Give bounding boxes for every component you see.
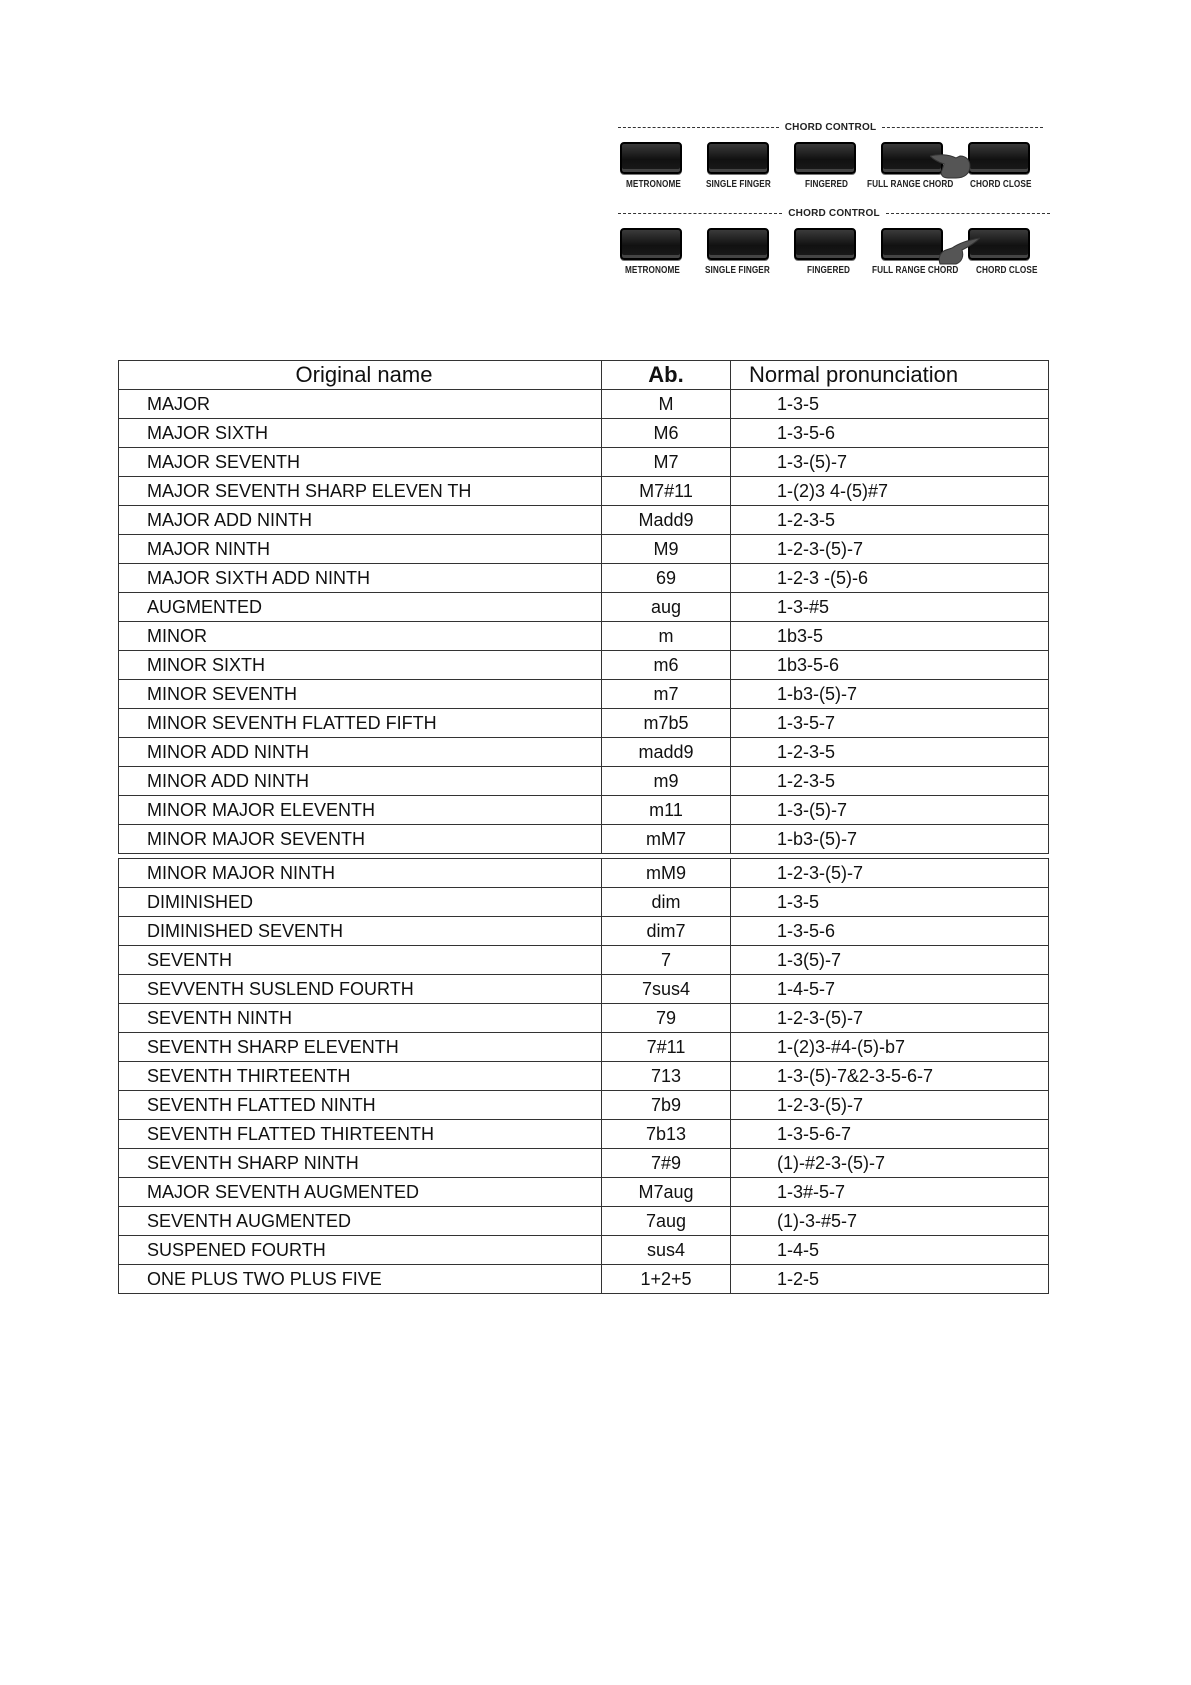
abbreviation-cell: M6 <box>601 418 731 448</box>
button-label: SINGLE FINGER <box>706 179 771 190</box>
pronunciation-cell: 1-2-3-(5)-7 <box>730 858 1049 888</box>
panel-header <box>618 206 1050 220</box>
table-row <box>118 1090 1048 1119</box>
table-row <box>118 418 1048 447</box>
button-label: FINGERED <box>805 179 849 190</box>
metronome-button[interactable] <box>620 142 682 174</box>
table-row <box>118 1177 1048 1206</box>
chord-name-cell: MAJOR <box>118 389 602 419</box>
abbreviation-cell: m6 <box>601 650 731 680</box>
divider <box>886 213 1050 214</box>
table-row <box>118 945 1048 974</box>
table-row <box>118 563 1048 592</box>
table-row <box>118 708 1048 737</box>
chord-name-cell: SEVENTH THIRTEENTH <box>118 1061 602 1091</box>
table-row <box>118 824 1048 853</box>
abbreviation-cell: M7 <box>601 447 731 477</box>
column-header-normal-pronunciation: Normal pronunciation <box>730 360 1049 390</box>
pronunciation-cell: 1-3-5 <box>730 389 1049 419</box>
chord-name-cell: MAJOR SEVENTH AUGMENTED <box>118 1177 602 1207</box>
chord-name-cell: MAJOR ADD NINTH <box>118 505 602 535</box>
pronunciation-cell: (1)-3-#5-7 <box>730 1206 1049 1236</box>
chord-name-cell: SEVVENTH SUSLEND FOURTH <box>118 974 602 1004</box>
pronunciation-cell: 1b3-5 <box>730 621 1049 651</box>
chord-name-cell: MAJOR SEVENTH <box>118 447 602 477</box>
table-row <box>118 795 1048 824</box>
chord-name-cell: SEVENTH AUGMENTED <box>118 1206 602 1236</box>
pointing-hand-icon <box>936 236 980 266</box>
abbreviation-cell: 7b9 <box>601 1090 731 1120</box>
chord-name-cell: DIMINISHED SEVENTH <box>118 916 602 946</box>
chord-name-cell: SEVENTH FLATTED NINTH <box>118 1090 602 1120</box>
abbreviation-cell: Madd9 <box>601 505 731 535</box>
button-label: FULL RANGE CHORD <box>867 179 954 190</box>
abbreviation-cell: sus4 <box>601 1235 731 1265</box>
metronome-button[interactable] <box>620 228 682 260</box>
pronunciation-cell: 1-2-3-(5)-7 <box>730 1090 1049 1120</box>
chord-control-panel <box>618 120 1043 200</box>
abbreviation-cell: 7b13 <box>601 1119 731 1149</box>
abbreviation-cell: mM7 <box>601 824 731 854</box>
chord-name-cell: MAJOR SEVENTH SHARP ELEVEN TH <box>118 476 602 506</box>
pronunciation-cell: 1-2-3-(5)-7 <box>730 1003 1049 1033</box>
single-finger-button[interactable] <box>707 142 769 174</box>
table-row <box>118 737 1048 766</box>
chord-name-cell: MINOR SIXTH <box>118 650 602 680</box>
table-row <box>118 389 1048 418</box>
button-label: FINGERED <box>807 265 851 276</box>
abbreviation-cell: m11 <box>601 795 731 825</box>
pronunciation-cell: 1-3-#5 <box>730 592 1049 622</box>
table-row <box>118 650 1048 679</box>
panel-title: CHORD CONTROL <box>788 207 880 219</box>
pronunciation-cell: 1-3-5-6 <box>730 418 1049 448</box>
divider <box>618 127 779 128</box>
abbreviation-cell: 7aug <box>601 1206 731 1236</box>
table-body-part-2 <box>118 858 1048 1293</box>
pronunciation-cell: 1-4-5-7 <box>730 974 1049 1004</box>
table-body-part-1 <box>118 389 1048 853</box>
divider <box>618 213 782 214</box>
abbreviation-cell: M7aug <box>601 1177 731 1207</box>
pronunciation-cell: 1-b3-(5)-7 <box>730 824 1049 854</box>
chord-name-cell: SUSPENED FOURTH <box>118 1235 602 1265</box>
table-row <box>118 858 1048 887</box>
button-label: CHORD CLOSE <box>970 179 1032 190</box>
abbreviation-cell: aug <box>601 592 731 622</box>
table-row <box>118 476 1048 505</box>
table-row <box>118 505 1048 534</box>
abbreviation-cell: 1+2+5 <box>601 1264 731 1294</box>
abbreviation-cell: m7 <box>601 679 731 709</box>
pronunciation-cell: 1-2-3-(5)-7 <box>730 534 1049 564</box>
abbreviation-cell: mM9 <box>601 858 731 888</box>
abbreviation-cell: 7#9 <box>601 1148 731 1178</box>
abbreviation-cell: m9 <box>601 766 731 796</box>
button-label: FULL RANGE CHORD <box>872 265 959 276</box>
pronunciation-cell: 1-3-(5)-7 <box>730 447 1049 477</box>
pronunciation-cell: 1-3-(5)-7&2-3-5-6-7 <box>730 1061 1049 1091</box>
pronunciation-cell: 1-(2)3-#4-(5)-b7 <box>730 1032 1049 1062</box>
abbreviation-cell: dim7 <box>601 916 731 946</box>
abbreviation-cell: 69 <box>601 563 731 593</box>
pronunciation-cell: 1-b3-(5)-7 <box>730 679 1049 709</box>
pronunciation-cell: 1-2-3 -(5)-6 <box>730 563 1049 593</box>
chord-name-cell: MAJOR SIXTH <box>118 418 602 448</box>
pronunciation-cell: 1-2-3-5 <box>730 737 1049 767</box>
fingered-button[interactable] <box>794 142 856 174</box>
table-row <box>118 887 1048 916</box>
pronunciation-cell: 1-3#-5-7 <box>730 1177 1049 1207</box>
pronunciation-cell: (1)-#2-3-(5)-7 <box>730 1148 1049 1178</box>
chord-name-cell: SEVENTH <box>118 945 602 975</box>
abbreviation-cell: 713 <box>601 1061 731 1091</box>
pointing-hand-icon <box>930 150 974 180</box>
chord-name-cell: MINOR ADD NINTH <box>118 766 602 796</box>
button-label: METRONOME <box>626 179 681 190</box>
pronunciation-cell: 1-3-5 <box>730 887 1049 917</box>
chord-name-cell: SEVENTH NINTH <box>118 1003 602 1033</box>
chord-name-cell: MAJOR SIXTH ADD NINTH <box>118 563 602 593</box>
pronunciation-cell: 1b3-5-6 <box>730 650 1049 680</box>
pronunciation-cell: 1-3-5-7 <box>730 708 1049 738</box>
chord-name-cell: MINOR MAJOR ELEVENTH <box>118 795 602 825</box>
chord-name-cell: SEVENTH SHARP NINTH <box>118 1148 602 1178</box>
abbreviation-cell: M <box>601 389 731 419</box>
abbreviation-cell: M7#11 <box>601 476 731 506</box>
chord-name-cell: MAJOR NINTH <box>118 534 602 564</box>
chord-name-cell: DIMINISHED <box>118 887 602 917</box>
chord-name-cell: MINOR ADD NINTH <box>118 737 602 767</box>
table-row <box>118 1061 1048 1090</box>
chord-name-cell: MINOR SEVENTH FLATTED FIFTH <box>118 708 602 738</box>
full-range-chord-button[interactable] <box>881 228 943 260</box>
pronunciation-cell: 1-3-5-6-7 <box>730 1119 1049 1149</box>
pronunciation-cell: 1-2-5 <box>730 1264 1049 1294</box>
table-row <box>118 1032 1048 1061</box>
chord-name-cell: AUGMENTED <box>118 592 602 622</box>
table-row <box>118 766 1048 795</box>
table-row <box>118 592 1048 621</box>
pronunciation-cell: 1-2-3-5 <box>730 766 1049 796</box>
abbreviation-cell: m7b5 <box>601 708 731 738</box>
table-row <box>118 974 1048 1003</box>
button-label: CHORD CLOSE <box>976 265 1038 276</box>
abbreviation-cell: M9 <box>601 534 731 564</box>
abbreviation-cell: 7 <box>601 945 731 975</box>
chord-name-cell: MINOR MAJOR NINTH <box>118 858 602 888</box>
table-row <box>118 1206 1048 1235</box>
pronunciation-cell: 1-4-5 <box>730 1235 1049 1265</box>
chord-control-panel <box>618 206 1050 286</box>
panel-title: CHORD CONTROL <box>784 121 877 133</box>
abbreviation-cell: m <box>601 621 731 651</box>
column-header-original-name: Original name <box>118 360 602 390</box>
chord-name-cell: ONE PLUS TWO PLUS FIVE <box>118 1264 602 1294</box>
chord-close-button[interactable] <box>968 142 1030 174</box>
table-row <box>118 1235 1048 1264</box>
chord-name-cell: SEVENTH SHARP ELEVENTH <box>118 1032 602 1062</box>
single-finger-button[interactable] <box>707 228 769 260</box>
chord-name-cell: SEVENTH FLATTED THIRTEENTH <box>118 1119 602 1149</box>
table-header-row <box>118 360 1048 389</box>
table-row <box>118 679 1048 708</box>
pronunciation-cell: 1-3-(5)-7 <box>730 795 1049 825</box>
table-row <box>118 621 1048 650</box>
column-header-abbreviation: Ab. <box>601 360 731 390</box>
button-label: SINGLE FINGER <box>705 265 770 276</box>
table-row <box>118 1003 1048 1032</box>
abbreviation-cell: 7#11 <box>601 1032 731 1062</box>
divider <box>882 127 1043 128</box>
button-label: METRONOME <box>625 265 680 276</box>
abbreviation-cell: 7sus4 <box>601 974 731 1004</box>
pronunciation-cell: 1-3-5-6 <box>730 916 1049 946</box>
chord-name-cell: MINOR SEVENTH <box>118 679 602 709</box>
table-row <box>118 534 1048 563</box>
abbreviation-cell: 79 <box>601 1003 731 1033</box>
abbreviation-cell: dim <box>601 887 731 917</box>
chord-name-cell: MINOR MAJOR SEVENTH <box>118 824 602 854</box>
fingered-button[interactable] <box>794 228 856 260</box>
table-row <box>118 1264 1048 1293</box>
panel-header <box>618 120 1043 134</box>
chord-name-cell: MINOR <box>118 621 602 651</box>
table-row <box>118 1148 1048 1177</box>
table-row <box>118 916 1048 945</box>
pronunciation-cell: 1-3(5)-7 <box>730 945 1049 975</box>
table-row <box>118 1119 1048 1148</box>
chord-table <box>118 360 1048 1293</box>
table-row <box>118 447 1048 476</box>
pronunciation-cell: 1-(2)3 4-(5)#7 <box>730 476 1049 506</box>
abbreviation-cell: madd9 <box>601 737 731 767</box>
pronunciation-cell: 1-2-3-5 <box>730 505 1049 535</box>
